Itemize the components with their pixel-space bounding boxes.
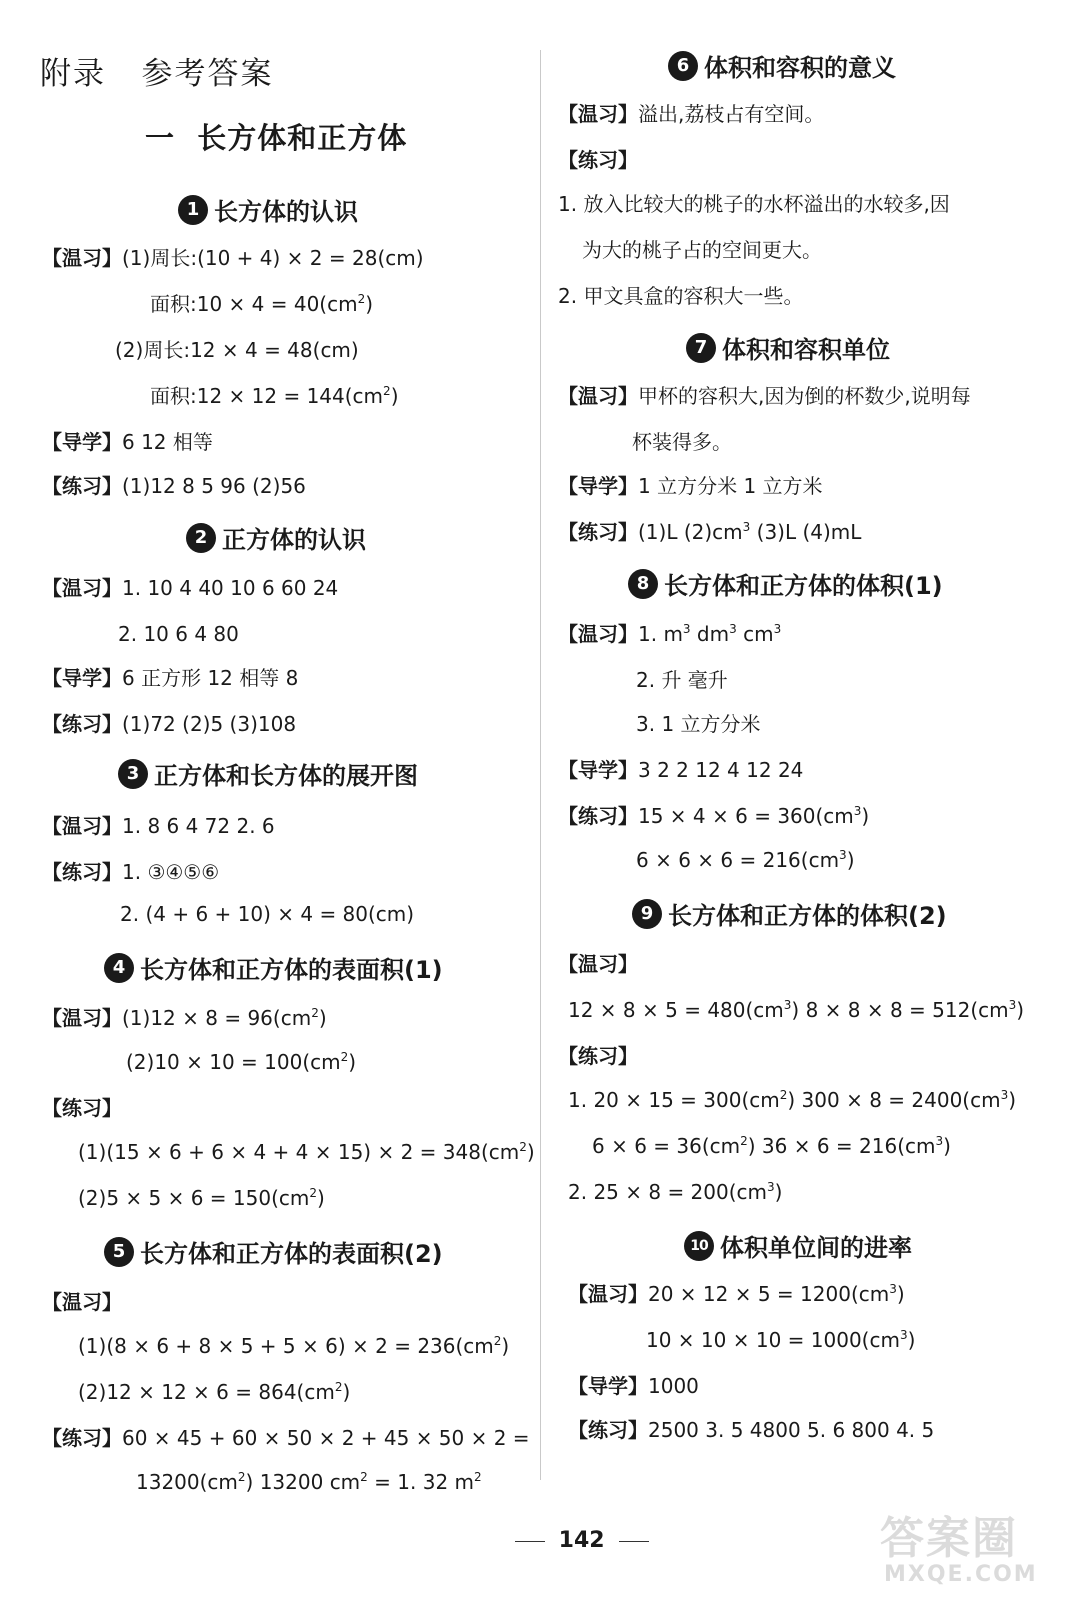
- answer-text: 15 × 4 × 6 = 360(cm: [638, 804, 854, 828]
- answer-line: [568, 1416, 934, 1444]
- answer-line: [568, 1372, 699, 1400]
- answer-text: 1. 20 × 15 = 300(cm: [568, 1088, 780, 1112]
- answer-line: [558, 518, 861, 546]
- answer-text: (2)周长:12 × 4 = 48(cm): [115, 338, 359, 362]
- section-title-9: [632, 896, 947, 931]
- section-number-7: 7: [686, 333, 716, 363]
- answer-line: [558, 802, 869, 830]
- paren: ): [1016, 998, 1025, 1022]
- tag-wenxi: 【温习】: [42, 246, 122, 270]
- tag-lianxi: 【练习】: [42, 474, 122, 498]
- answer-text: 2. 10 6 4 80: [118, 622, 239, 646]
- answer-line: [636, 710, 761, 738]
- answer-text: dm: [690, 622, 730, 646]
- answer-line: [118, 620, 239, 648]
- tag-lianxi: 【练习】: [42, 712, 122, 736]
- exponent: 2: [474, 1470, 482, 1484]
- answer-line: [646, 1326, 915, 1354]
- answer-line: [42, 244, 424, 272]
- tag-wenxi: 【温习】: [558, 622, 638, 646]
- section-title-text: 长方体和正方体的表面积(1): [140, 956, 443, 984]
- tag-daoxue: 【导学】: [558, 474, 638, 498]
- answer-text: 为大的桃子占的空间更大。: [582, 238, 822, 262]
- answer-line: [558, 100, 824, 128]
- paren: ): [342, 1380, 351, 1404]
- answer-text: 1. ③④⑤⑥: [122, 860, 220, 884]
- answer-text: 60 × 45 + 60 × 50 × 2 + 45 × 50 × 2 =: [122, 1426, 530, 1450]
- footer-dash-left: [515, 1541, 545, 1542]
- answer-line: [558, 756, 803, 784]
- answer-text: cm: [736, 622, 774, 646]
- tag-daoxue: 【导学】: [558, 758, 638, 782]
- answer-line: [568, 1280, 905, 1308]
- paren: ): [318, 1006, 327, 1030]
- tag-wenxi: 【温习】: [558, 952, 638, 976]
- exponent: 3: [899, 1328, 908, 1342]
- answer-line: [136, 1468, 482, 1496]
- paren: ): [896, 1282, 905, 1306]
- section-number-2: 2: [186, 523, 216, 553]
- exponent: 3: [935, 1134, 944, 1148]
- paren: ): [907, 1328, 916, 1352]
- answer-text: (2)10 × 10 = 100(cm: [126, 1050, 341, 1074]
- page-footer: [470, 1503, 663, 1578]
- paren: ): [317, 1186, 325, 1210]
- exponent: 2: [309, 1186, 318, 1200]
- paren: ): [390, 384, 399, 408]
- exponent: 2: [360, 1470, 368, 1484]
- answer-text: 13200(cm: [136, 1470, 238, 1494]
- answer-text: 3 2 2 12 4 12 24: [638, 758, 804, 782]
- section-number-5: 5: [104, 1237, 134, 1267]
- section-number-9: 9: [632, 899, 662, 929]
- answer-line: [42, 1288, 122, 1316]
- answer-text: 2500 3. 5 4800 5. 6 800 4. 5: [648, 1418, 935, 1442]
- exponent: 3: [853, 804, 862, 818]
- section-number-1: 1: [178, 195, 208, 225]
- answer-text: 12 × 8 × 5 = 480(cm: [568, 998, 784, 1022]
- paren: ): [846, 848, 855, 872]
- tag-wenxi: 【温习】: [42, 814, 122, 838]
- answer-text: (1)12 8 5 96 (2)56: [122, 474, 306, 498]
- answer-line: [558, 282, 803, 310]
- section-title-text: 长方体和正方体的表面积(2): [140, 1240, 443, 1268]
- tag-daoxue: 【导学】: [42, 666, 122, 690]
- paren: ): [861, 804, 870, 828]
- answer-text: ) 300 × 8 = 2400(cm: [787, 1088, 1001, 1112]
- answer-line: [78, 1378, 350, 1406]
- answer-line: [150, 290, 373, 318]
- section-title-8: [628, 566, 943, 601]
- exponent: 3: [1008, 998, 1017, 1012]
- answer-text: 6 × 6 × 6 = 216(cm: [636, 848, 840, 872]
- answer-line: [42, 1094, 122, 1122]
- answer-text: 6 × 6 = 36(cm: [592, 1134, 741, 1158]
- answer-text: 1 立方分米 1 立方米: [638, 474, 823, 498]
- answer-line: [42, 574, 338, 602]
- answer-text: (1)(8 × 6 + 8 × 5 + 5 × 6) × 2 = 236(cm: [78, 1334, 494, 1358]
- watermark: [870, 1500, 1060, 1595]
- appendix-title: 附录 参考答案: [40, 56, 274, 92]
- answer-text: (1)72 (2)5 (3)108: [122, 712, 297, 736]
- answer-text: 1000: [648, 1374, 699, 1398]
- paren: ): [526, 1140, 535, 1164]
- answer-line: [115, 336, 359, 364]
- answer-line: [636, 666, 728, 694]
- answer-text: 6 正方形 12 相等 8: [122, 666, 299, 690]
- section-title-text: 体积和容积单位: [722, 336, 890, 364]
- section-number-8: 8: [628, 569, 658, 599]
- exponent: 2: [740, 1134, 748, 1148]
- answer-text: 3. 1 立方分米: [636, 712, 761, 736]
- answer-text: 1. 10 4 40 10 6 60 24: [122, 576, 339, 600]
- answer-text: (2)12 × 12 × 6 = 864(cm: [78, 1380, 335, 1404]
- answer-line: [78, 1138, 535, 1166]
- exponent: 2: [779, 1088, 788, 1102]
- section-title-10: [684, 1228, 912, 1263]
- answer-text: = 1. 32 m: [367, 1470, 475, 1494]
- exponent: 2: [357, 292, 366, 306]
- section-title-text: 长方体和正方体的体积(1): [664, 572, 943, 600]
- section-title-text: 长方体的认识: [214, 198, 358, 226]
- answer-text: (1)L (2)cm: [638, 520, 743, 544]
- section-number-3: 3: [118, 759, 148, 789]
- tag-wenxi: 【温习】: [42, 1006, 122, 1030]
- paren: ): [348, 1050, 357, 1074]
- answer-text: 1. 8 6 4 72 2. 6: [122, 814, 275, 838]
- section-title-3: [118, 756, 418, 791]
- answer-line: [636, 846, 855, 874]
- tag-lianxi: 【练习】: [558, 1044, 638, 1068]
- section-title-5: [104, 1234, 443, 1269]
- answer-text: ) 13200 cm: [245, 1470, 361, 1494]
- answer-text: 2. (4 + 6 + 10) × 4 = 80(cm): [120, 902, 415, 926]
- section-title-text: 长方体和正方体的体积(2): [668, 902, 947, 930]
- tag-wenxi: 【温习】: [558, 384, 638, 408]
- paren: ): [501, 1334, 510, 1358]
- answer-line: [558, 382, 971, 410]
- answer-line: [126, 1048, 356, 1076]
- paren: ): [1008, 1088, 1017, 1112]
- exponent: 2: [383, 384, 391, 398]
- exponent: 3: [682, 622, 691, 636]
- exponent: 3: [783, 998, 792, 1012]
- answer-line: [120, 900, 414, 928]
- answer-text: 6 12 相等: [122, 430, 213, 454]
- answer-text: 10 × 10 × 10 = 1000(cm: [646, 1328, 900, 1352]
- answer-text: ) 8 × 8 × 8 = 512(cm: [791, 998, 1009, 1022]
- answer-text: 2. 升 毫升: [636, 668, 728, 692]
- answer-text: 1. m: [638, 622, 683, 646]
- answer-line: [42, 710, 296, 738]
- section-title-6: [668, 48, 896, 83]
- section-title-text: 正方体和长方体的展开图: [154, 762, 418, 790]
- tag-wenxi: 【温习】: [42, 1290, 122, 1314]
- answer-text: 面积:12 × 12 = 144(cm: [150, 384, 384, 408]
- paren: ): [943, 1134, 951, 1158]
- answer-text: 面积:10 × 4 = 40(cm: [150, 292, 358, 316]
- watermark-text: 答案圈: [880, 1513, 1018, 1564]
- section-title-4: [104, 950, 443, 985]
- answer-line: [42, 1424, 530, 1452]
- answer-text: (1)(15 × 6 + 6 × 4 + 4 × 15) × 2 = 348(cm: [78, 1140, 520, 1164]
- tag-daoxue: 【导学】: [42, 430, 122, 454]
- exponent: 2: [237, 1470, 246, 1484]
- answer-line: [558, 146, 638, 174]
- answer-line: [582, 236, 822, 264]
- tag-lianxi: 【练习】: [42, 1426, 122, 1450]
- tag-daoxue: 【导学】: [568, 1374, 648, 1398]
- footer-dash-right: [619, 1541, 649, 1542]
- answer-line: [78, 1184, 325, 1212]
- tag-wenxi: 【温习】: [42, 576, 122, 600]
- tag-lianxi: 【练习】: [558, 520, 638, 544]
- answer-text: 1. 放入比较大的桃子的水杯溢出的水较多,因: [558, 192, 950, 216]
- tag-lianxi: 【练习】: [568, 1418, 648, 1442]
- exponent: 3: [839, 848, 847, 862]
- answer-text: 2. 甲文具盒的容积大一些。: [558, 284, 804, 308]
- section-title-text: 体积和容积的意义: [704, 54, 896, 82]
- answer-text: 溢出,荔枝占有空间。: [638, 102, 825, 126]
- section-title-2: [186, 520, 366, 555]
- column-divider: [540, 50, 541, 1480]
- answer-line: [558, 950, 638, 978]
- answer-line: [592, 1132, 951, 1160]
- section-title-1: [178, 192, 358, 227]
- exponent: 2: [311, 1006, 319, 1020]
- section-title-text: 体积单位间的进率: [720, 1234, 912, 1262]
- answer-line: [568, 1086, 1016, 1114]
- answer-line: [78, 1332, 509, 1360]
- exponent: 3: [767, 1180, 775, 1194]
- page-number: 142: [558, 1528, 605, 1553]
- answer-text: (3)L (4)mL: [750, 520, 862, 544]
- exponent: 3: [773, 622, 782, 636]
- watermark-url: MXQE.COM: [884, 1562, 1038, 1587]
- answer-text: 甲杯的容积大,因为倒的杯数少,说明每: [638, 384, 971, 408]
- answer-line: [42, 428, 213, 456]
- exponent: 2: [493, 1334, 502, 1348]
- answer-text: 杯装得多。: [632, 430, 732, 454]
- tag-wenxi: 【温习】: [568, 1282, 648, 1306]
- answer-text: (1)周长:(10 + 4) × 2 = 28(cm): [122, 246, 424, 270]
- answer-line: [558, 190, 950, 218]
- tag-wenxi: 【温习】: [558, 102, 638, 126]
- answer-line: [632, 428, 732, 456]
- exponent: 2: [340, 1050, 349, 1064]
- answer-text: (2)5 × 5 × 6 = 150(cm: [78, 1186, 310, 1210]
- answer-line: [42, 664, 298, 692]
- chapter-title: 一 长方体和正方体: [145, 121, 408, 155]
- answer-text: ) 36 × 6 = 216(cm: [747, 1134, 936, 1158]
- answer-line: [42, 858, 219, 886]
- answer-line: [568, 1178, 782, 1206]
- tag-lianxi: 【练习】: [558, 804, 638, 828]
- answer-line: [42, 472, 306, 500]
- exponent: 3: [729, 622, 737, 636]
- exponent: 2: [519, 1140, 527, 1154]
- answer-line: [150, 382, 399, 410]
- answer-line: [42, 812, 275, 840]
- section-number-4: 4: [104, 953, 134, 983]
- tag-lianxi: 【练习】: [42, 860, 122, 884]
- paren: ): [365, 292, 374, 316]
- exponent: 3: [742, 520, 751, 534]
- tag-lianxi: 【练习】: [558, 148, 638, 172]
- section-number-10: 10: [684, 1231, 714, 1261]
- answer-line: [558, 620, 781, 648]
- tag-lianxi: 【练习】: [42, 1096, 122, 1120]
- section-title-7: [686, 330, 890, 365]
- exponent: 2: [334, 1380, 343, 1394]
- paren: ): [774, 1180, 783, 1204]
- section-title-text: 正方体的认识: [222, 526, 366, 554]
- answer-line: [568, 996, 1024, 1024]
- answer-text: (1)12 × 8 = 96(cm: [122, 1006, 312, 1030]
- answer-text: 20 × 12 × 5 = 1200(cm: [648, 1282, 890, 1306]
- answer-line: [42, 1004, 327, 1032]
- answer-text: 2. 25 × 8 = 200(cm: [568, 1180, 768, 1204]
- section-number-6: 6: [668, 51, 698, 81]
- exponent: 3: [889, 1282, 897, 1296]
- answer-line: [558, 472, 823, 500]
- exponent: 3: [1000, 1088, 1009, 1102]
- answer-line: [558, 1042, 638, 1070]
